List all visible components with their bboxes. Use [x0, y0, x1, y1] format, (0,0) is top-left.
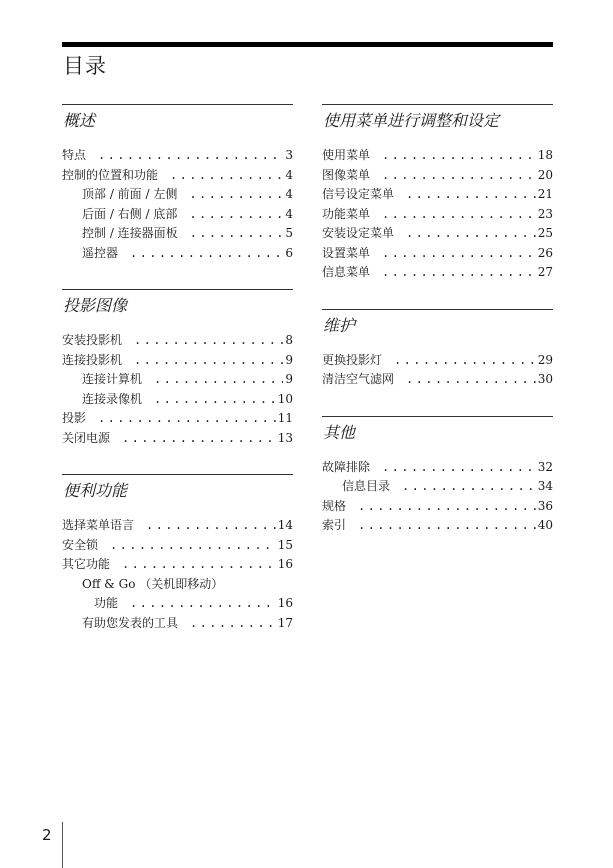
- section-heading: 维护: [323, 315, 356, 335]
- toc-section: [62, 474, 293, 633]
- toc-leader-dots: [189, 205, 283, 225]
- top-rule: [62, 42, 553, 47]
- toc-entry[interactable]: [322, 516, 553, 536]
- toc-leader-dots: [130, 594, 276, 614]
- toc-entry-title: 索引: [322, 518, 347, 532]
- toc-entry-title: 信号设定菜单: [322, 187, 395, 201]
- section-rule: [62, 104, 293, 105]
- toc-entry[interactable]: [62, 429, 293, 449]
- toc-entry-title: 连接录像机: [82, 391, 143, 406]
- toc-entry[interactable]: [322, 370, 553, 390]
- toc-entry[interactable]: [62, 244, 293, 264]
- section-entries: [322, 336, 553, 390]
- toc-leader-dots: [394, 351, 536, 371]
- toc-entry-page: 8: [285, 333, 293, 347]
- toc-entry[interactable]: [62, 536, 293, 556]
- toc-leader-dots: [122, 555, 276, 575]
- toc-leader-dots: [406, 185, 536, 205]
- toc-entry[interactable]: [62, 409, 293, 429]
- toc-leader-dots: [146, 516, 276, 536]
- toc-entry-page: 25: [537, 226, 553, 240]
- section-rule: [322, 104, 553, 105]
- toc-entry[interactable]: [62, 390, 293, 410]
- toc-column-left: [62, 104, 293, 659]
- section-heading: 便利功能: [63, 481, 128, 500]
- toc-entry[interactable]: [62, 166, 293, 186]
- toc-entry[interactable]: [62, 370, 293, 390]
- toc-leader-dots: [190, 224, 284, 244]
- toc-entry-page: 30: [537, 372, 553, 386]
- toc-leader-dots: [170, 166, 283, 186]
- section-entries: [62, 316, 293, 448]
- section-rule: [322, 416, 553, 417]
- toc-entry[interactable]: [322, 263, 553, 283]
- toc-entry-page: 20: [537, 167, 553, 182]
- toc-leader-dots: [134, 351, 283, 371]
- toc-entry[interactable]: [62, 146, 293, 166]
- toc-entry[interactable]: [322, 244, 553, 264]
- section-rule: [62, 474, 293, 475]
- toc-entry-page: 16: [277, 596, 293, 610]
- toc-entry-title: Off & Go （关机即移动）: [82, 576, 224, 591]
- toc-leader-dots: [358, 497, 536, 517]
- toc-entry-page: 26: [537, 245, 553, 260]
- toc-entry-page: 16: [277, 557, 293, 571]
- toc-entry-title: 功能菜单: [322, 206, 371, 221]
- toc-entry[interactable]: [62, 614, 293, 634]
- toc-entry-title: 安装投影机: [62, 333, 123, 347]
- toc-entry[interactable]: [322, 497, 553, 517]
- toc-leader-dots: [406, 224, 536, 244]
- toc-entry[interactable]: [62, 351, 293, 371]
- toc-entry[interactable]: [322, 477, 553, 497]
- toc-entry-page: 36: [537, 498, 553, 513]
- toc-leader-dots: [382, 263, 536, 283]
- toc-leader-dots: [402, 477, 536, 497]
- toc-entry-title: 顶部 / 前面 / 左侧: [82, 187, 178, 201]
- toc-column-right: [322, 104, 553, 562]
- toc-entry-title: 信息菜单: [322, 265, 371, 279]
- toc-entry-page: 9: [285, 352, 293, 367]
- toc-entry-title: 图像菜单: [322, 167, 371, 182]
- toc-entry[interactable]: [322, 166, 553, 186]
- toc-entry-page: 32: [537, 459, 553, 474]
- toc-entry-title: 清洁空气滤网: [322, 372, 395, 386]
- section-entries: [322, 443, 553, 536]
- toc-entry-title: 选择菜单语言: [62, 518, 135, 532]
- toc-entry[interactable]: [322, 205, 553, 225]
- toc-entry-page: 17: [277, 615, 293, 630]
- toc-entry-title: 故障排除: [322, 459, 371, 474]
- toc-entry-title: 使用菜单: [322, 148, 371, 162]
- toc-entry[interactable]: [62, 555, 293, 575]
- toc-entry-page: 3: [285, 148, 293, 162]
- toc-leader-dots: [382, 166, 536, 186]
- toc-entry-page: 11: [277, 411, 293, 425]
- toc-leader-dots: [382, 458, 536, 478]
- toc-entry[interactable]: [322, 351, 553, 371]
- toc-entry-page: 4: [285, 187, 293, 201]
- toc-leader-dots: [358, 516, 536, 536]
- toc-entry-title: 特点: [62, 148, 87, 162]
- toc-entry-title: 有助您发表的工具: [82, 615, 179, 630]
- toc-entry-title: 信息目录: [342, 479, 391, 493]
- section-heading: 使用菜单进行调整和设定: [323, 111, 500, 130]
- toc-entry-title: 规格: [322, 498, 347, 513]
- toc-entry-page: 9: [285, 372, 293, 386]
- toc-entry[interactable]: [62, 205, 293, 225]
- section-rule: [62, 289, 293, 290]
- toc-leader-dots: [122, 429, 276, 449]
- toc-leader-dots: [382, 146, 536, 166]
- toc-entry-page: 10: [277, 391, 293, 406]
- toc-entry[interactable]: [62, 594, 293, 614]
- toc-entry-page: 14: [277, 518, 293, 532]
- section-heading: 其他: [323, 422, 356, 442]
- toc-entry[interactable]: [322, 224, 553, 244]
- toc-leader-dots: [382, 205, 536, 225]
- toc-section: [62, 104, 293, 263]
- toc-entry-title: 遥控器: [82, 245, 119, 260]
- toc-entry-page: 4: [285, 206, 293, 221]
- toc-entry-title: 关闭电源: [62, 430, 111, 445]
- section-rule: [322, 309, 553, 310]
- toc-entry-page: 18: [537, 148, 553, 162]
- toc-entry-page: 27: [537, 265, 553, 279]
- toc-entry-page: 13: [277, 430, 293, 445]
- toc-section: [322, 309, 553, 390]
- toc-leader-dots: [406, 370, 536, 390]
- section-heading: 投影图像: [63, 296, 128, 315]
- toc-entry-page: 5: [285, 226, 293, 240]
- toc-entry-page: 4: [285, 167, 293, 182]
- toc-entry[interactable]: [322, 458, 553, 478]
- toc-section: [62, 289, 293, 448]
- toc-entry[interactable]: [62, 224, 293, 244]
- toc-entry-title: 设置菜单: [322, 245, 371, 260]
- toc-entry-title: 安装设定菜单: [322, 226, 395, 240]
- footer-rule: [62, 822, 63, 868]
- toc-entry-title: 其它功能: [62, 557, 111, 571]
- toc-leader-dots: [382, 244, 536, 264]
- page-title: 目录: [63, 54, 107, 78]
- toc-entry-title: 安全锁: [62, 537, 99, 552]
- toc-leader-dots: [134, 331, 283, 351]
- toc-entry-title: 功能: [94, 596, 119, 610]
- toc-entry-page: 21: [537, 187, 553, 201]
- section-entries: [62, 131, 293, 263]
- toc-entry-page: 29: [537, 352, 553, 367]
- toc-entry-title: 后面 / 右侧 / 底部: [82, 206, 178, 221]
- toc-entry-page: 40: [537, 518, 553, 532]
- toc-leader-dots: [98, 146, 283, 166]
- page-number: 2: [42, 826, 52, 844]
- toc-leader-dots: [110, 536, 276, 556]
- toc-entry-title: 控制的位置和功能: [62, 167, 159, 182]
- toc-entry[interactable]: [322, 146, 553, 166]
- toc-entry-title: 投影: [62, 411, 87, 425]
- section-entries: [322, 131, 553, 283]
- section-entries: [62, 501, 293, 633]
- toc-leader-dots: [154, 370, 283, 390]
- toc-leader-dots: [190, 614, 276, 634]
- toc-entry[interactable]: [62, 516, 293, 536]
- toc-entry[interactable]: [62, 331, 293, 351]
- toc-leader-dots: [189, 185, 283, 205]
- toc-entry-title: 连接投影机: [62, 352, 123, 367]
- toc-entry-page: 23: [537, 206, 553, 221]
- toc-entry-page: 6: [285, 245, 293, 260]
- section-heading: 概述: [63, 111, 96, 130]
- toc-entry-title: 控制 / 连接器面板: [82, 226, 178, 240]
- toc-entry[interactable]: [322, 185, 553, 205]
- toc-entry-page: 15: [277, 537, 293, 552]
- toc-leader-dots: [154, 390, 276, 410]
- toc-leader-dots: [130, 244, 283, 264]
- toc-leader-dots: [98, 409, 276, 429]
- toc-section: [322, 104, 553, 283]
- toc-entry-title: 连接计算机: [82, 372, 143, 386]
- toc-section: [322, 416, 553, 536]
- toc-entry[interactable]: [62, 575, 293, 595]
- toc-entry[interactable]: [62, 185, 293, 205]
- toc-entry-title: 更换投影灯: [322, 352, 383, 367]
- toc-entry-page: 34: [537, 479, 553, 493]
